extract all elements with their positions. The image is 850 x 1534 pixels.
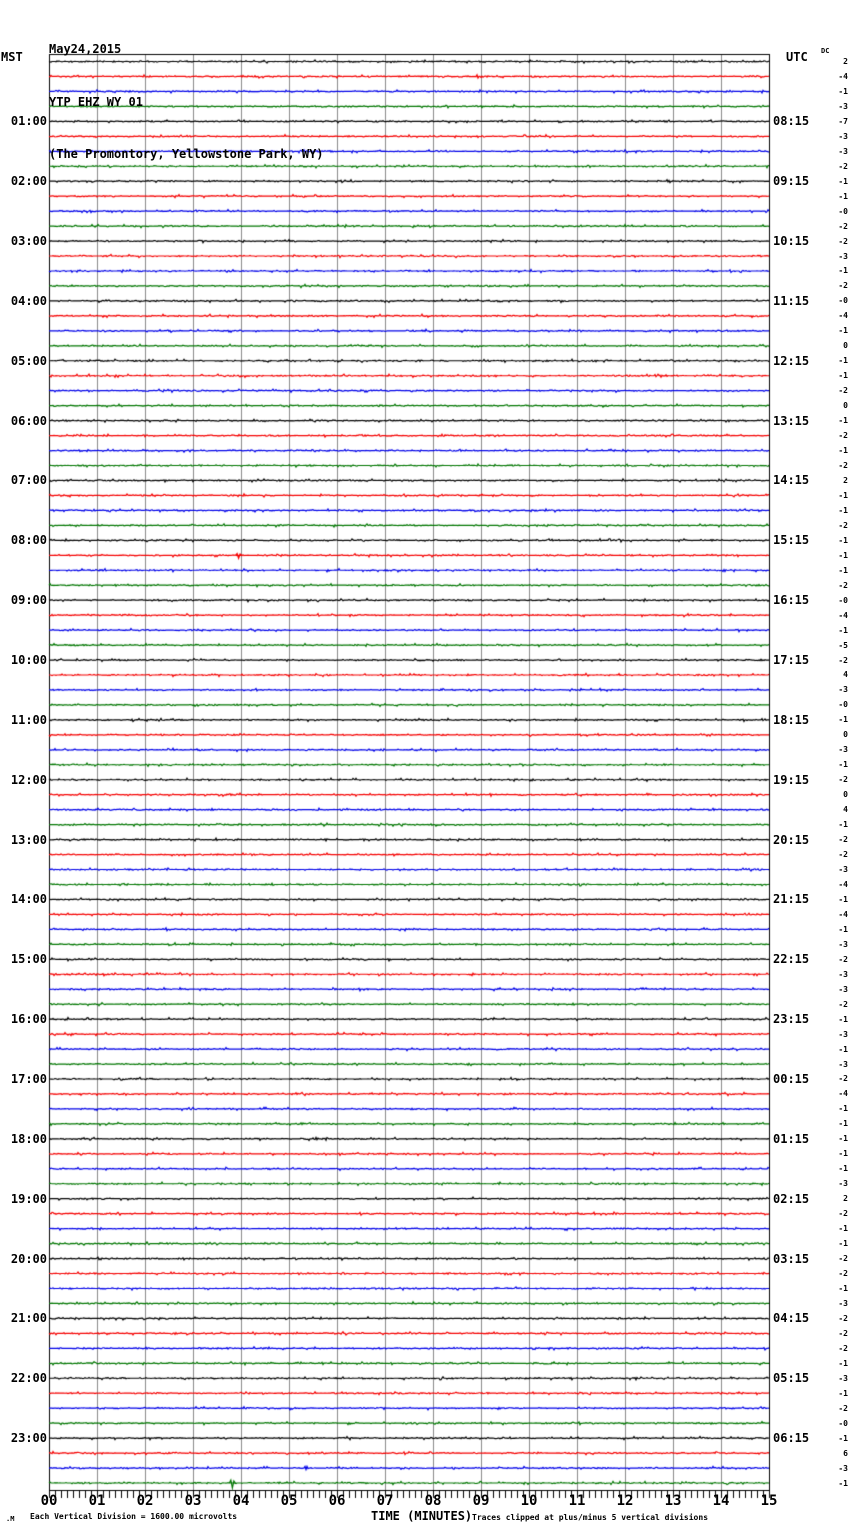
dc-value: -4 [838,879,848,889]
dc-value: -2 [838,281,848,291]
dc-value: -2 [838,1254,848,1264]
right-time-label: 13:15 [773,413,810,428]
dc-value: -0 [838,700,848,710]
dc-value: -2 [838,835,848,845]
dc-value: -1 [838,86,848,96]
x-axis-label: 09 [472,1493,490,1509]
dc-value: -5 [838,640,848,650]
dc-value: -1 [838,176,848,186]
dc-value: -3 [838,984,848,994]
left-time-label: 17:00 [10,1071,47,1086]
x-axis-label: 01 [88,1493,106,1509]
dc-value: -1 [838,1104,848,1114]
dc-value: -1 [838,820,848,830]
dc-value: -2 [838,461,848,470]
left-time-label: 08:00 [10,533,47,548]
dc-value: -1 [838,1044,848,1054]
dc-value: -1 [838,565,848,575]
dc-value: -2 [838,1269,848,1279]
clip-note: Traces clipped at plus/minus 5 vertical divisions [472,1513,709,1522]
left-time-label: 22:00 [10,1371,47,1386]
dc-value: -4 [838,1089,848,1099]
dc-value: -1 [838,1478,848,1488]
dc-value: -3 [838,1029,848,1039]
dc-value: -0 [838,296,848,306]
left-time-label: 05:00 [10,353,47,368]
x-axis-label: 14 [712,1493,730,1509]
dc-value: -1 [838,490,848,500]
x-axis-label: 13 [664,1493,682,1509]
dc-value: 0 [843,341,848,351]
right-time-label: 09:15 [773,174,810,189]
left-time-label: 12:00 [10,772,47,787]
dc-value: -1 [838,924,848,934]
dc-value: -4 [838,71,848,81]
x-axis-title: TIME (MINUTES) [371,1509,473,1523]
right-time-label: 03:15 [773,1251,810,1266]
dc-value: -3 [838,1373,848,1383]
dc-value: -3 [838,1059,848,1069]
dc-value: -1 [838,715,848,725]
dc-value: -1 [838,1164,848,1174]
dc-value: -2 [838,520,848,530]
x-axis-label: 07 [376,1493,394,1509]
dc-value: -3 [838,101,848,111]
dc-value: -1 [838,326,848,336]
x-axis-label: 03 [184,1493,202,1509]
left-time-label: 04:00 [10,293,47,308]
dc-value: -2 [838,386,848,396]
x-axis-label: 04 [232,1493,250,1509]
dc-value: -1 [838,535,848,545]
left-time-label: 10:00 [10,653,47,668]
right-time-label: 02:15 [773,1191,810,1206]
dc-value: -3 [838,685,848,695]
dc-value: -2 [838,1074,848,1084]
dc-value: -4 [838,610,848,620]
dc-value: -1 [838,1224,848,1234]
x-axis-label: 00 [40,1493,58,1509]
x-axis-label: 11 [568,1493,586,1509]
right-time-label: 20:15 [773,832,810,847]
dc-value: -1 [838,1239,848,1249]
dc-value: -1 [838,1358,848,1368]
dc-value: -3 [838,969,848,979]
right-time-label: 01:15 [773,1131,810,1146]
dc-value: 2 [843,1194,848,1204]
left-time-label: 15:00 [10,952,47,967]
right-time-label: 10:15 [773,234,810,249]
dc-value: -1 [838,1134,848,1144]
dc-value: -1 [838,760,848,770]
right-time-label: 14:15 [773,473,810,488]
dc-value: 4 [843,670,848,680]
dc-value: 6 [843,1448,848,1458]
scale-note: Each Vertical Division = 1600.00 microvolts [30,1512,238,1521]
left-time-label: 21:00 [10,1311,47,1326]
left-time-label: 13:00 [10,832,47,847]
left-time-label: 01:00 [10,114,47,129]
x-axis-label: 06 [328,1493,346,1509]
dc-value: -1 [838,1388,848,1398]
left-time-label: 07:00 [10,473,47,488]
right-time-label: 19:15 [773,772,810,787]
dc-value: -0 [838,206,848,216]
x-axis-label: 08 [424,1493,442,1509]
dc-value: -1 [838,505,848,515]
right-time-label: 18:15 [773,712,810,727]
dc-value: 2 [843,57,848,66]
x-axis-label: 10 [520,1493,538,1509]
dc-value: -2 [838,431,848,441]
title-date: May24,2015 [49,42,122,56]
dc-value: -0 [838,595,848,605]
left-time-label: 06:00 [10,413,47,428]
dc-value: -2 [838,954,848,964]
dc-value: -2 [838,1403,848,1413]
right-time-label: 21:15 [773,892,810,907]
dc-value: -2 [838,236,848,246]
dc-value: 0 [843,401,848,411]
dc-value: -1 [838,266,848,276]
right-time-label: 22:15 [773,952,810,967]
dc-value: -1 [838,1119,848,1129]
left-time-label: 16:00 [10,1012,47,1027]
dc-value: -0 [838,1418,848,1428]
right-time-label: 11:15 [773,293,810,308]
left-time-label: 11:00 [10,712,47,727]
right-timezone-label: UTC [786,50,808,64]
left-time-label: 03:00 [10,234,47,249]
right-time-label: 16:15 [773,593,810,608]
dc-value: -2 [838,580,848,590]
x-axis-label: 15 [760,1493,778,1509]
dc-value: -2 [838,1343,848,1353]
dc-value: -4 [838,909,848,919]
dc-value: -4 [838,311,848,321]
dc-value: -1 [838,1014,848,1024]
dc-value: -3 [838,745,848,755]
dc-value: -3 [838,865,848,874]
dc-value: -3 [838,1463,848,1473]
dc-value: -2 [838,161,848,171]
dc-value: -3 [838,131,848,141]
dc-value: -1 [838,356,848,366]
right-time-label: 12:15 [773,353,810,368]
dc-value: -2 [838,999,848,1009]
dc-value: -1 [838,1149,848,1159]
dc-value: -2 [838,850,848,860]
dc-value: -7 [838,116,848,126]
corner-watermark: .M [6,1515,15,1523]
right-time-label: 04:15 [773,1311,810,1326]
dc-value: -2 [838,1328,848,1338]
x-axis-label: 12 [616,1493,634,1509]
dc-value: 2 [843,475,848,485]
dc-value: -1 [838,894,848,904]
dc-value: -1 [838,446,848,456]
title-location: (The Promontory, Yellowstone Park, WY) [49,147,324,161]
dc-value: -1 [838,371,848,381]
dc-value: -1 [838,550,848,560]
dc-value: -1 [838,1283,848,1293]
dc-value: 0 [843,730,848,740]
left-time-label: 09:00 [10,593,47,608]
left-time-label: 02:00 [10,174,47,189]
dc-value: -2 [838,655,848,665]
right-time-label: 23:15 [773,1012,810,1027]
right-time-label: 06:15 [773,1431,810,1446]
dc-value: -3 [838,251,848,261]
right-time-label: 15:15 [773,533,810,548]
dc-value: -1 [838,191,848,201]
dc-value: -3 [838,1179,848,1189]
dc-value: -3 [838,1298,848,1308]
left-time-label: 23:00 [10,1431,47,1446]
dc-value: -1 [838,416,848,426]
dc-value: -2 [838,775,848,785]
page-title-block [49,4,324,200]
dc-value: -3 [838,939,848,949]
dc-column-header: DC [821,47,830,55]
dc-value: 4 [843,805,848,815]
title-station: YTP EHZ WY 01 [49,94,143,109]
dc-value: -3 [838,146,848,156]
dc-value: -2 [838,221,848,231]
dc-value: 0 [843,790,848,800]
left-timezone-label: MST [1,50,23,64]
x-axis-label: 05 [280,1493,298,1509]
right-time-label: 05:15 [773,1371,810,1386]
dc-value: -2 [838,1313,848,1323]
dc-value: -2 [838,1209,848,1219]
right-time-label: 00:15 [773,1071,810,1086]
dc-value: -1 [838,1433,848,1443]
left-time-label: 14:00 [10,892,47,907]
right-time-label: 08:15 [773,114,810,129]
right-time-label: 17:15 [773,653,810,668]
dc-value: -1 [838,625,848,635]
left-time-label: 20:00 [10,1251,47,1266]
x-axis-label: 02 [136,1493,154,1509]
left-time-label: 19:00 [10,1191,47,1206]
left-time-label: 18:00 [10,1131,47,1146]
